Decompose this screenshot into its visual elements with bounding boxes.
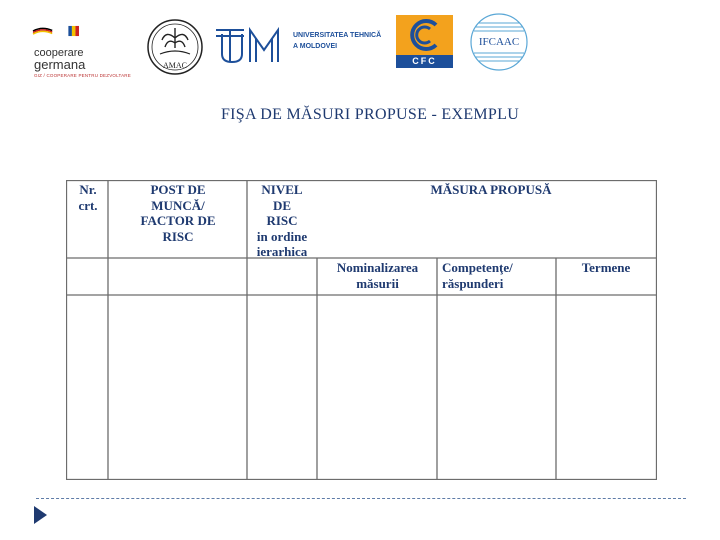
utm-line1: UNIVERSITATEA TEHNICĂ: [293, 32, 382, 39]
sub-competente-header: [442, 260, 554, 291]
cooperare-germana-logo: [32, 22, 131, 78]
logo-bar: [0, 0, 720, 90]
sub-competente-line1: Competenţe/: [442, 260, 513, 275]
cfc-mark-icon: [396, 15, 453, 55]
page-title: FIŞA DE MĂSURI PROPUSE - EXEMPLU: [220, 106, 520, 123]
col-nr-line1: Nr.: [79, 182, 97, 197]
sub-nominalizare-line1: Nominalizarea: [336, 260, 419, 275]
coop-line2: germana: [34, 57, 86, 72]
ifcaac-logo: [470, 13, 528, 71]
sub-termene-header: Termene: [581, 260, 631, 275]
sub-competente-line2: răspunderi: [442, 275, 504, 291]
col-nivel-header: [248, 182, 316, 260]
cfc-logo: [396, 15, 453, 68]
utm-line2: A MOLDOVEI: [293, 43, 338, 50]
col-post-line4: RISC: [162, 228, 194, 244]
play-arrow-icon: [34, 506, 47, 524]
sub-nominalizare-line2: măsurii: [356, 275, 399, 291]
cfc-text: CFC: [396, 55, 453, 68]
col-post-line3: FACTOR DE: [140, 213, 216, 228]
coop-line1: cooperare: [34, 47, 84, 59]
col-nivel-line3: RISC: [266, 213, 298, 228]
col-post-line2: MUNCĂ/: [151, 197, 205, 213]
coop-line3: GIZ / COOPERARE PENTRU DEZVOLTARE: [34, 73, 131, 78]
col-nivel-line5: ierarhica: [256, 244, 308, 259]
col-post-header: [114, 182, 242, 244]
col-post-line1: POST DE: [150, 182, 206, 197]
col-nr-header: [70, 182, 106, 213]
utm-mark-icon: [214, 24, 292, 66]
col-nivel-line4: in ordine: [256, 228, 308, 244]
sub-nominalizare-header: [319, 260, 436, 291]
measures-table: [66, 180, 657, 480]
flag-icon: [32, 22, 80, 40]
col-nr-line2: crt.: [78, 197, 98, 213]
col-nivel-line2: DE: [272, 197, 292, 213]
col-masura-header: MĂSURA PROPUSĂ: [430, 182, 552, 197]
ifcaac-text: IFCAAC: [478, 36, 520, 48]
footer-divider: [36, 498, 686, 499]
amac-text: AMAC: [162, 61, 188, 70]
col-nivel-line1: NIVEL: [261, 182, 303, 197]
utm-logo: [214, 24, 384, 66]
amac-logo: [146, 18, 204, 76]
